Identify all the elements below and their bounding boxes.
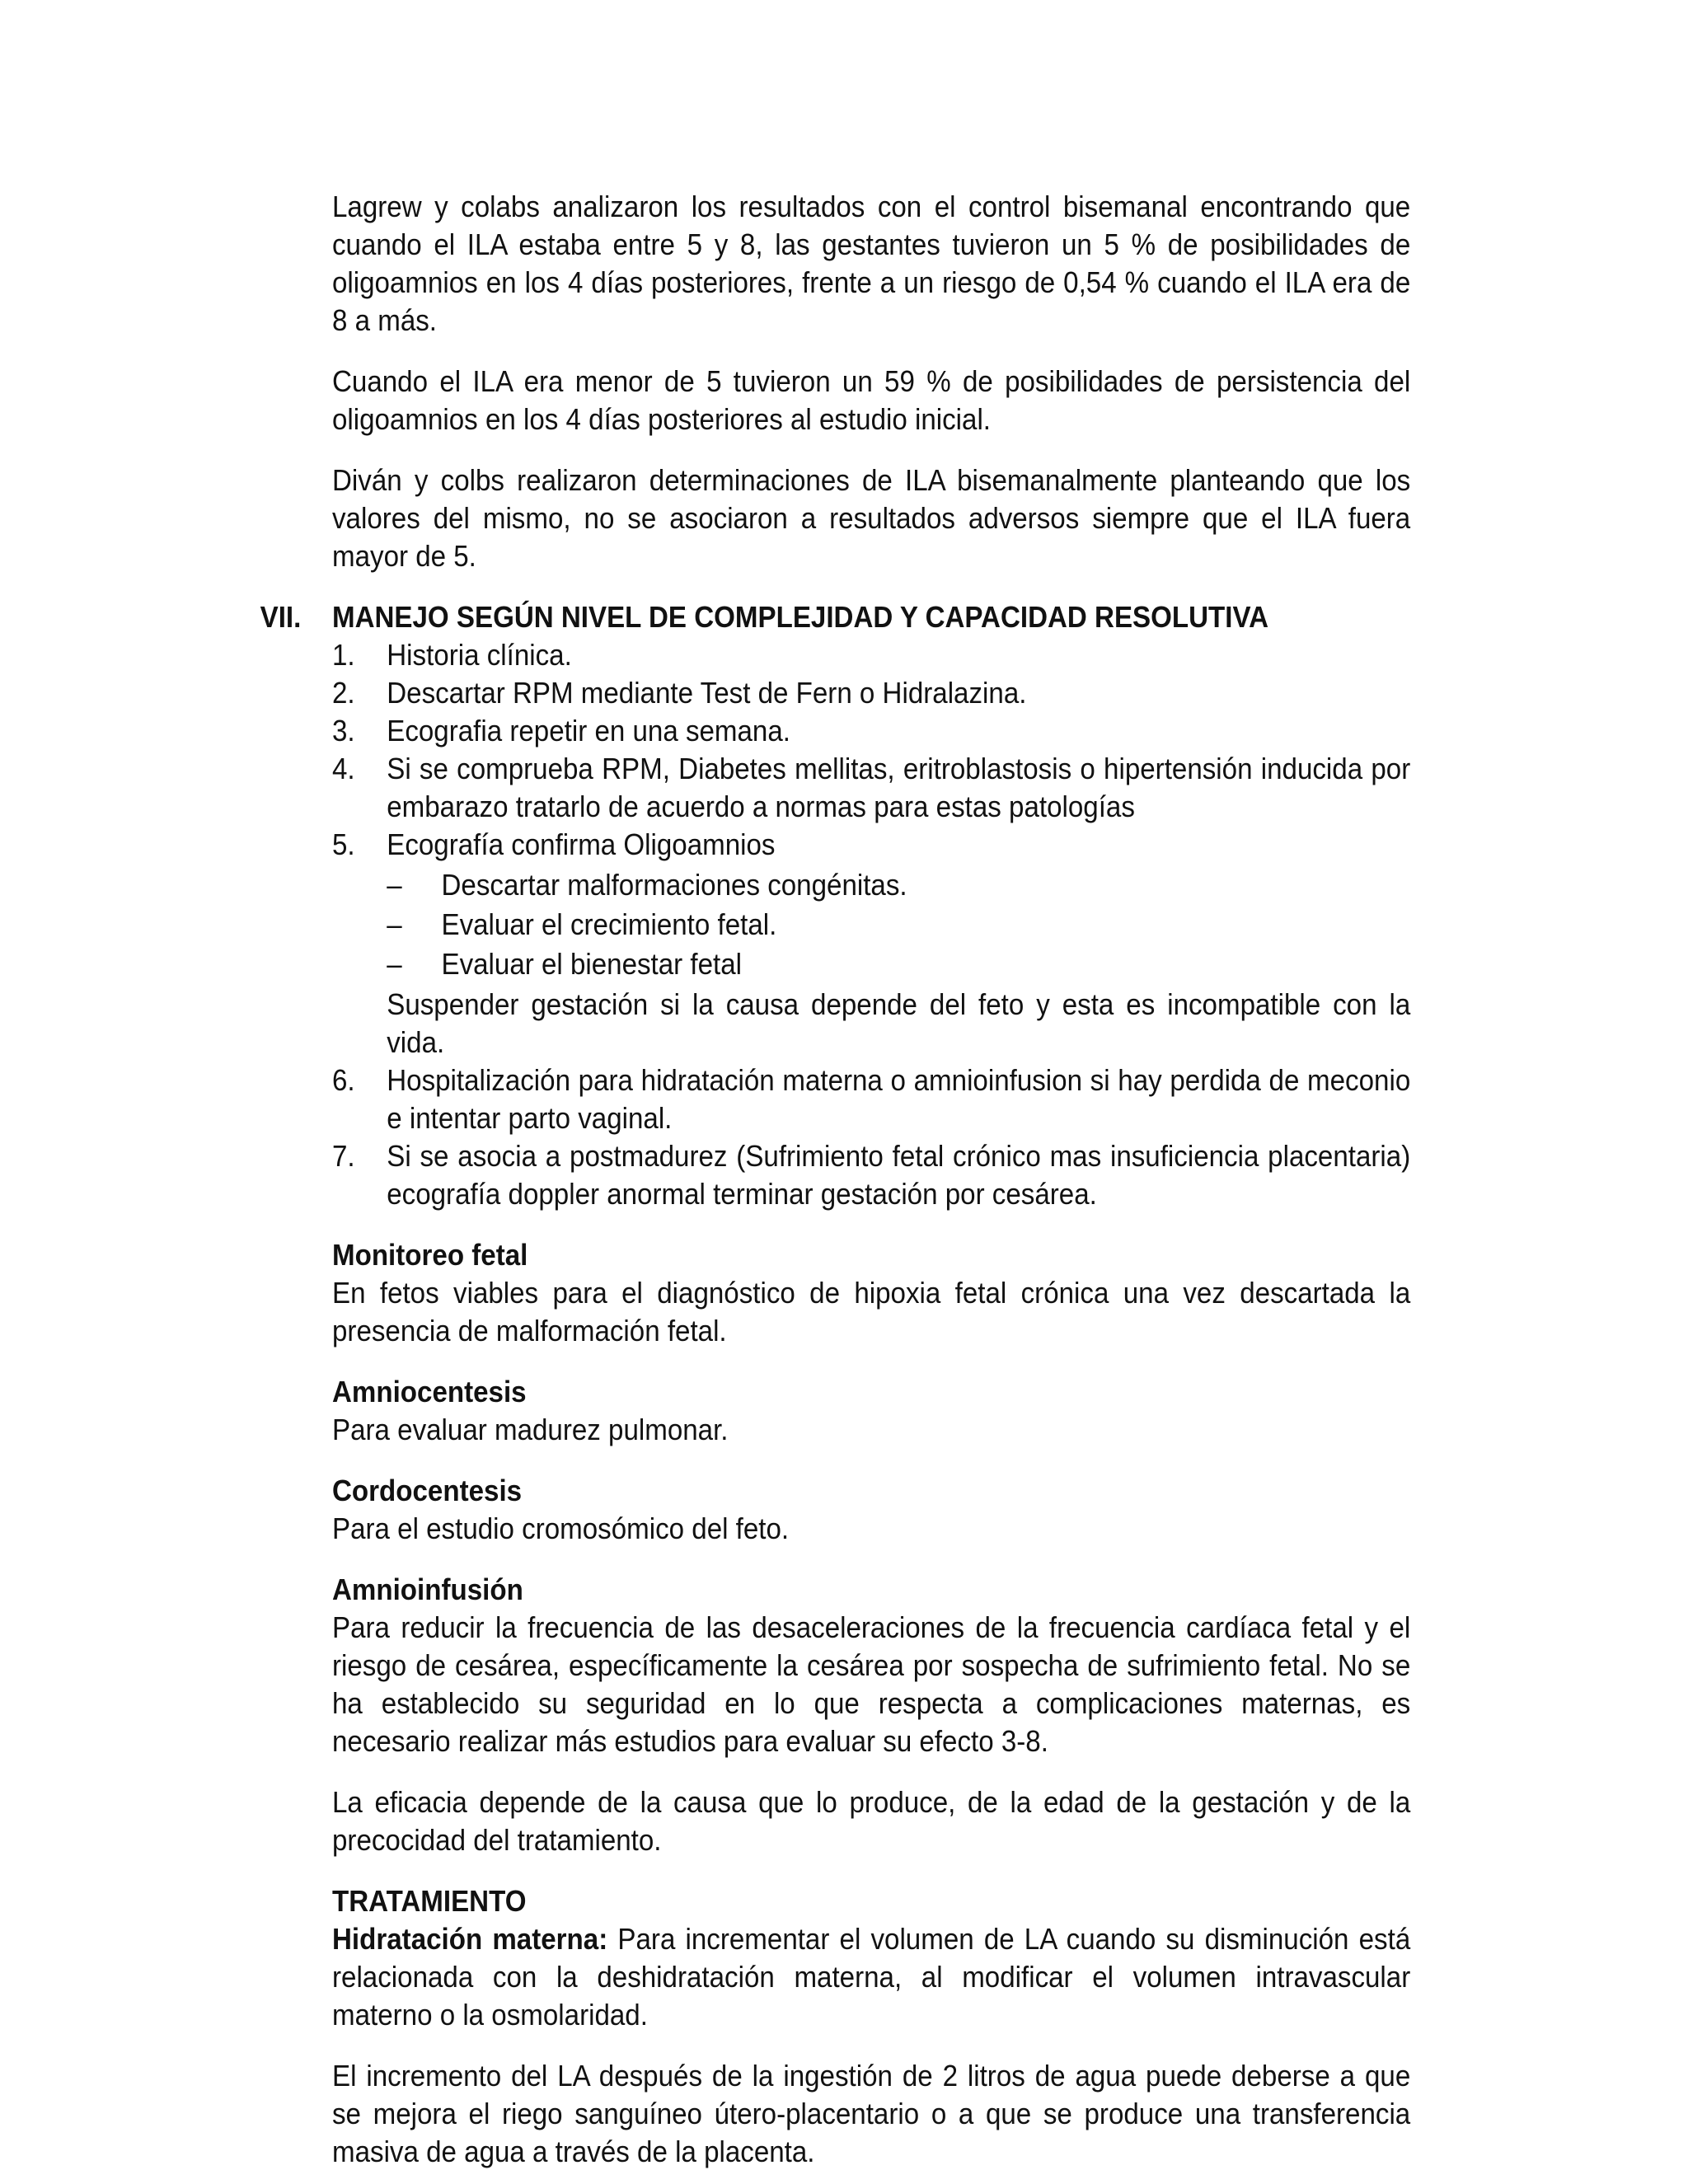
heading-monitoreo: Monitoreo fetal: [332, 1238, 528, 1272]
list-item-text: Historia clínica.: [387, 638, 572, 672]
paragraph-lagrew: Lagrew y colabs analizaron los resultados con el control bisemanal encontrando que cuando el ILA estaba entre 5 y 8, las gestantes tuvieron un 5 % de posibilidades de oligoamnios en los 4 días posteriores, frente a un riesgo de 0,54 % cuando el ILA era de 8 a más.: [332, 190, 1411, 337]
text-incremento: El incremento del LA después de la ingestión de 2 litros de agua puede deberse a que se mejora el riego sanguíneo útero-placentario o a que se produce una transferencia masiva de agua a través de la placenta.: [332, 2059, 1411, 2168]
section-number: VII.: [260, 600, 302, 634]
text-hidratacion-body: Para incrementar el volumen de LA cuando su disminución está relacionada con la deshidratación materna, al modificar el volumen intravascular materno o la osmolaridad.: [332, 1922, 1411, 2032]
block-amnioinfusion: [332, 1571, 1410, 1760]
list-item-text: Hospitalización para hidratación materna o amnioinfusion si hay perdida de meconio e intentar parto vaginal.: [387, 1063, 1411, 1135]
sub-list: [387, 865, 1410, 984]
heading-cordocentesis: Cordocentesis: [332, 1474, 523, 1507]
list-item: [332, 826, 1410, 1062]
list-item-text: Si se asocia a postmadurez (Sufrimiento fetal crónico mas insuficiencia placentaria) ecografía doppler anormal terminar gestación por cesárea.: [387, 1139, 1411, 1211]
list-item: [332, 1062, 1410, 1137]
dash-bullet: –: [387, 947, 402, 981]
block-cordocentesis: [332, 1472, 1410, 1548]
list-item-text: Descartar RPM mediante Test de Fern o Hidralazina.: [387, 676, 1027, 710]
block-amniocentesis: [332, 1373, 1410, 1449]
list-item-number: 7.: [332, 1139, 355, 1173]
step5-note: Suspender gestación si la causa depende del feto y esta es incompatible con la vida.: [387, 987, 1411, 1059]
list-item-text: Si se comprueba RPM, Diabetes mellitas, eritroblastosis o hipertensión inducida por embarazo tratarlo de acuerdo a normas para estas patologías: [387, 752, 1411, 823]
list-item: [332, 712, 1410, 750]
dash-bullet: –: [387, 907, 402, 941]
list-item-text: Ecografia repetir en una semana.: [387, 714, 790, 748]
list-item: [332, 674, 1410, 712]
list-item: [332, 1137, 1410, 1213]
sub-list-item-text: Evaluar el bienestar fetal: [441, 947, 743, 981]
block-incremento: [332, 2057, 1410, 2171]
text-cordocentesis: Para el estudio cromosómico del feto.: [332, 1511, 790, 1545]
text-eficacia: La eficacia depende de la causa que lo produce, de la edad de la gestación y de la precocidad del tratamiento.: [332, 1785, 1411, 1857]
text-amnioinfusion: Para reducir la frecuencia de las desaceleraciones de la frecuencia cardíaca fetal y el riesgo de cesárea, específicamente la cesárea por sospecha de sufrimiento fetal. No se ha establecido su seguridad en lo que respecta a complicaciones maternas, es necesario realizar más estudios para evaluar su efecto 3-8.: [332, 1610, 1411, 1758]
sub-list-item: [387, 944, 1410, 984]
heading-amniocentesis: Amniocentesis: [332, 1375, 527, 1408]
block-eficacia: [332, 1783, 1410, 1859]
list-item-number: 5.: [332, 827, 355, 861]
paragraph-ila-menor: Cuando el ILA era menor de 5 tuvieron un 59 % de posibilidades de persistencia del oligoamnios en los 4 días posteriores al estudio inicial.: [332, 364, 1411, 436]
text-monitoreo: En fetos viables para el diagnóstico de hipoxia fetal crónica una vez descartada la presencia de malformación fetal.: [332, 1276, 1411, 1347]
text-amniocentesis: Para evaluar madurez pulmonar.: [332, 1413, 729, 1446]
lead-hidratacion: Hidratación materna:: [332, 1922, 608, 1956]
heading-tratamiento: TRATAMIENTO: [332, 1884, 527, 1918]
steps-list: [332, 636, 1410, 1213]
list-item-number: 3.: [332, 714, 355, 748]
sub-list-item-text: Evaluar el crecimiento fetal.: [441, 907, 777, 941]
list-item-text: Ecografía confirma Oligoamnios: [387, 827, 776, 861]
heading-amnioinfusion: Amnioinfusión: [332, 1572, 523, 1606]
paragraph-divan: Diván y colbs realizaron determinaciones de ILA bisemanalmente planteando que los valores del mismo, no se asociaron a resultados adversos siempre que el ILA fuera mayor de 5.: [332, 463, 1411, 573]
block-monitoreo: [332, 1236, 1410, 1350]
dash-bullet: –: [387, 868, 402, 902]
list-item-number: 1.: [332, 638, 355, 672]
document-page: [260, 188, 1411, 2171]
section-title: MANEJO SEGÚN NIVEL DE COMPLEJIDAD Y CAPACIDAD RESOLUTIVA: [332, 600, 1269, 634]
list-item-number: 2.: [332, 676, 355, 710]
list-item: [332, 636, 1410, 674]
list-item: [332, 750, 1410, 826]
sub-list-item: [387, 905, 1410, 944]
section-vii: [260, 598, 1411, 1213]
text-hidratacion: [332, 1920, 1410, 2034]
sub-list-item-text: Descartar malformaciones congénitas.: [441, 868, 907, 902]
sub-list-item: [387, 865, 1410, 905]
block-tratamiento: [332, 1882, 1410, 2034]
list-item-number: 4.: [332, 752, 355, 785]
list-item-number: 6.: [332, 1063, 355, 1097]
